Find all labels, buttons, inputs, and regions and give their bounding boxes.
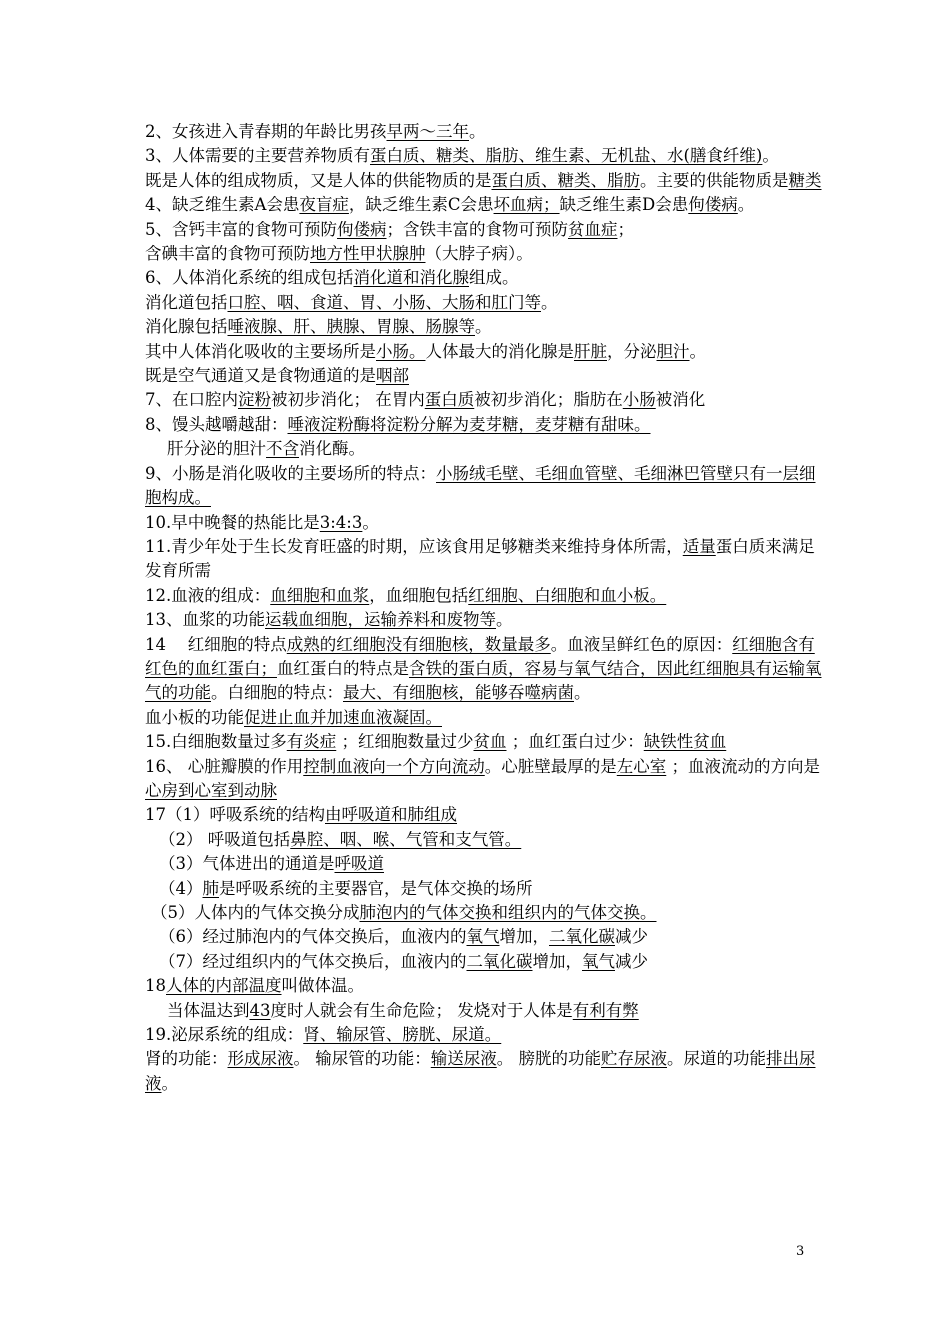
line-18: 12.血液的组成：血细胞和血浆，血细胞包括红细胞、白细胞和血小板。 (145, 585, 667, 605)
line-31: 18人体的内部温度叫做体温。 (145, 976, 364, 996)
line-6: 含碘丰富的食物可预防地方性甲状腺肿（大脖子病）。 (145, 244, 533, 264)
line-34: 肾的功能：形成尿液。 输尿管的功能：输送尿液。 膀胱的功能贮存尿液。尿道的功能排出尿液。 (145, 1049, 816, 1093)
line-29: （6）经过肺泡内的气体交换后，血液内的氧气增加，二氧化碳减少 (159, 927, 648, 947)
line-2: 3、人体需要的主要营养物质有蛋白质、糖类、脂肪、维生素、无机盐、水(膳食纤维)。 (145, 146, 779, 166)
line-5: 5、含钙丰富的食物可预防佝偻病；含铁丰富的食物可预防贫血症； (145, 219, 634, 239)
line-3: 既是人体的组成物质，又是人体的供能物质的是蛋白质、糖类、脂肪。主要的供能物质是糖类 (145, 170, 822, 190)
page-number: 3 (796, 1244, 805, 1259)
line-20: 14 红细胞的特点成熟的红细胞没有细胞核，数量最多。血液呈鲜红色的原因：红细胞含有红色的血红蛋白；血红蛋白的特点是含铁的蛋白质，容易与氧气结合，因此红细胞具有运输氧气的功能。白细胞的特点：最大、有细胞核，能够吞噬病菌。 (145, 634, 822, 703)
line-17: 11.青少年处于生长发育旺盛的时期，应该食用足够糖类来维持身体所需，适量蛋白质来满足发育所需 (145, 536, 815, 581)
line-13: 8、馒头越嚼越甜：唾液淀粉酶将淀粉分解为麦芽糖，麦芽糖有甜味。 (145, 414, 651, 434)
line-10: 其中人体消化吸收的主要场所是小肠。人体最大的消化腺是肝脏，分泌胆汁。 (145, 341, 706, 361)
line-1: 2、女孩进入青春期的年龄比男孩早两～三年。 (145, 122, 486, 141)
line-4: 4、缺乏维生素A会患夜盲症，缺乏维生素C会患坏血病；缺乏维生素D会患佝偻病。 (145, 195, 755, 215)
line-33: 19.泌尿系统的组成：肾、输尿管、膀胱、尿道。 (145, 1025, 502, 1045)
line-28: （5）人体内的气体交换分成肺泡内的气体交换和组织内的气体交换。 (151, 903, 657, 922)
line-24: 17（1）呼吸系统的结构由呼吸道和肺组成 (145, 805, 457, 825)
line-30: （7）经过组织内的气体交换后，血液内的二氧化碳增加，氧气减少 (159, 951, 648, 971)
line-8: 消化道包括口腔、咽、食道、胃、小肠、大肠和肛门等。 (145, 292, 558, 312)
line-14: 肝分泌的胆汁不含消化酶。 (167, 439, 365, 459)
line-21: 血小板的功能促进止血并加速血液凝固。 (145, 707, 442, 727)
document-body (145, 120, 825, 1096)
line-27: （4）肺是呼吸系统的主要器官，是气体交换的场所 (159, 878, 533, 898)
line-32: 当体温达到43度时人就会有生命危险； 发烧对于人体是有利有弊 (167, 1000, 639, 1020)
line-15: 9、小肠是消化吸收的主要场所的特点：小肠绒毛壁、毛细血管壁、毛细淋巴管壁只有一层细胞构成。 (145, 463, 816, 508)
line-16: 10.早中晚餐的热能比是3:4:3。 (145, 512, 379, 532)
line-22: 15.白细胞数量过多有炎症 ；红细胞数量过少贫血 ；血红蛋白过少：缺铁性贫血 (145, 732, 727, 752)
line-7: 6、人体消化系统的组成包括消化道和消化腺组成。 (145, 268, 519, 288)
line-26: （3）气体进出的通道是呼吸道 (159, 854, 384, 874)
line-23: 16、 心脏瓣膜的作用控制血液向一个方向流动。心脏壁最厚的是左心室 ；血液流动的方向是心房到心室到动脉 (145, 756, 820, 800)
line-12: 7、在口腔内淀粉被初步消化； 在胃内蛋白质被初步消化；脂肪在小肠被消化 (145, 390, 706, 410)
line-25: （2） 呼吸道包括鼻腔、咽、喉、气管和支气管。 (159, 829, 522, 849)
line-11: 既是空气通道又是食物通道的是咽部 (145, 366, 409, 386)
line-9: 消化腺包括唾液腺、肝、胰腺、胃腺、肠腺等。 (145, 317, 492, 337)
line-19: 13、血浆的功能运载血细胞，运输养料和废物等。 (145, 610, 513, 630)
